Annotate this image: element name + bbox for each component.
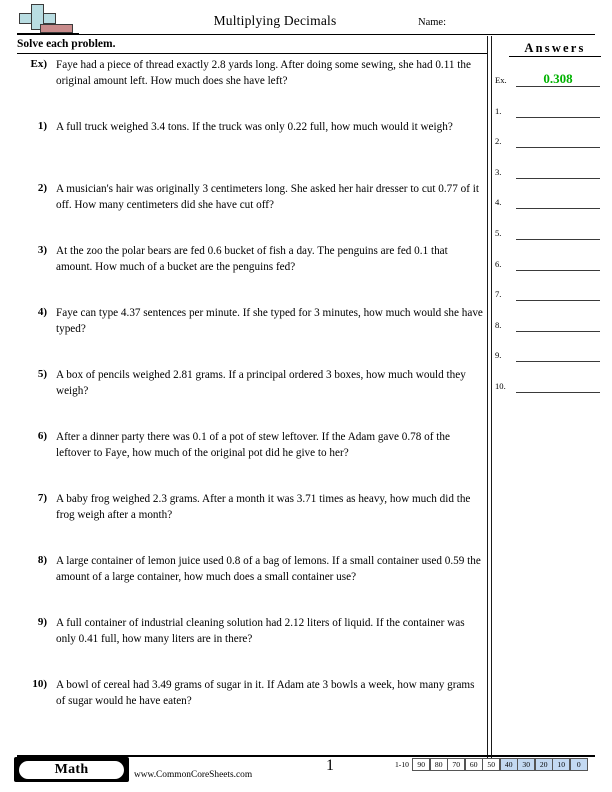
problem-text: A full container of industrial cleaning solution had 2.12 liters of liquid. If the container was only 0.41 full, how many liters are in there? xyxy=(56,617,465,645)
answer-row xyxy=(495,194,607,210)
answer-row-label: 9. xyxy=(495,350,502,361)
grading-scale-range-label: 1-10 xyxy=(395,759,409,769)
problem-number: 7) xyxy=(37,492,47,504)
problem-number: 4) xyxy=(37,306,47,318)
instruction-text: Solve each problem. xyxy=(17,38,116,50)
answer-write-line[interactable] xyxy=(516,117,600,118)
grading-scale-box: 50 xyxy=(482,758,500,771)
answer-write-line[interactable] xyxy=(516,147,600,148)
math-badge-label: Math xyxy=(54,761,89,777)
answer-row xyxy=(495,133,607,149)
problem-number: 5) xyxy=(37,368,47,380)
site-url: www.CommonCoreSheets.com xyxy=(134,770,253,780)
grading-scale-box: 20 xyxy=(535,758,553,771)
answer-row-label: 1. xyxy=(495,105,502,116)
answer-write-line[interactable] xyxy=(516,361,600,362)
answer-row xyxy=(495,286,607,302)
answer-write-line[interactable] xyxy=(516,331,600,332)
grading-scale-box: 40 xyxy=(500,758,518,771)
problem-number: Ex) xyxy=(30,58,47,70)
grading-scale xyxy=(395,757,588,771)
plus-icon-center xyxy=(33,15,43,23)
answer-row xyxy=(495,103,607,119)
header-divider xyxy=(17,34,595,35)
answer-row-label: 6. xyxy=(495,258,502,269)
problem-number: 3) xyxy=(37,244,47,256)
answer-row-label: Ex. xyxy=(495,75,507,85)
grading-scale-box: 70 xyxy=(447,758,465,771)
problem-text: Faye had a piece of thread exactly 2.8 yards long. After doing some sewing, she had 0.11 the original amount left. How much does she have left? xyxy=(56,59,471,87)
math-subject-badge xyxy=(14,757,129,782)
problem-text: Faye can type 4.37 sentences per minute. If she typed for 3 minutes, how much would she have typed? xyxy=(56,307,483,335)
answer-write-line[interactable] xyxy=(516,270,600,271)
answer-row-label: 7. xyxy=(495,289,502,300)
problem-text: A bowl of cereal had 3.49 grams of sugar in it. If Adam ate 3 bowls a week, how many grams of sugar would he have eaten? xyxy=(56,679,475,707)
grading-scale-box: 60 xyxy=(465,758,483,771)
instruction-divider xyxy=(17,53,487,54)
answer-row-label: 5. xyxy=(495,228,502,238)
grading-scale-boxes xyxy=(413,758,588,771)
problem-text: After a dinner party there was 0.1 of a pot of stew leftover. If the Adam gave 0.78 of the leftover to Faye, how much of the original pot did he give to her? xyxy=(56,431,450,459)
problem-number: 6) xyxy=(37,430,47,442)
answer-row-value: 0.308 xyxy=(543,71,573,86)
name-field-label: Name: xyxy=(418,17,446,28)
problem-text: At the zoo the polar bears are fed 0.6 bucket of fish a day. The penguins are fed 0.1 that amount. How much of a bucket are the penguins fed? xyxy=(56,245,448,273)
problem-text: A baby frog weighed 2.3 grams. After a month it was 3.71 times as heavy, how much did the frog weigh after a month? xyxy=(56,493,471,521)
answers-heading: Answers xyxy=(509,41,601,57)
grading-scale-box: 0 xyxy=(570,758,588,771)
answer-row-label: 2. xyxy=(495,136,502,147)
divider-line-left xyxy=(487,36,488,759)
grading-scale-box: 80 xyxy=(430,758,448,771)
grading-scale-box: 10 xyxy=(552,758,570,771)
answer-row xyxy=(495,378,607,394)
answer-row-label: 4. xyxy=(495,197,502,208)
problem-number: 8) xyxy=(37,554,47,566)
problem-number: 1) xyxy=(37,120,47,132)
grading-scale-box: 90 xyxy=(412,758,430,771)
problem-number: 10) xyxy=(32,678,47,690)
answer-row xyxy=(495,164,607,180)
answers-column-divider xyxy=(487,36,492,759)
problem-text: A musician's hair was originally 3 centimeters long. She asked her hair dresser to cut 0.77 of it off. How many centimeters did she have cut off? xyxy=(56,183,479,211)
page-number: 1 xyxy=(326,757,334,774)
answer-row-label: 8. xyxy=(495,319,502,330)
answer-write-line[interactable] xyxy=(516,300,600,301)
answer-write-line[interactable] xyxy=(516,208,600,209)
answer-row-label: 10. xyxy=(495,381,506,391)
answer-write-line[interactable] xyxy=(516,86,600,87)
problem-number: 9) xyxy=(37,616,47,628)
problem-text: A full truck weighed 3.4 tons. If the truck was only 0.22 full, how much would it weigh? xyxy=(56,121,453,133)
divider-line-right xyxy=(491,36,492,759)
answer-row xyxy=(495,256,607,272)
answer-row xyxy=(495,225,607,241)
answer-row xyxy=(495,347,607,363)
answer-row xyxy=(495,72,607,88)
red-bar-icon xyxy=(40,24,73,33)
problem-number: 2) xyxy=(37,182,47,194)
math-badge-pill xyxy=(19,761,124,779)
answer-row xyxy=(495,317,607,333)
answer-write-line[interactable] xyxy=(516,239,600,240)
page-header xyxy=(0,0,612,36)
problem-text: A large container of lemon juice used 0.8 of a bag of lemons. If a small container used 0.59 the amount of a large container, how much does a small container use? xyxy=(56,555,481,583)
problem-text: A box of pencils weighed 2.81 grams. If a principal ordered 3 boxes, how much would they weigh? xyxy=(56,369,466,397)
answer-row-label: 3. xyxy=(495,166,502,177)
answer-write-line[interactable] xyxy=(516,178,600,179)
answer-write-line[interactable] xyxy=(516,392,600,393)
page-title: Multiplying Decimals xyxy=(213,13,337,28)
grading-scale-box: 30 xyxy=(517,758,535,771)
commoncoresheets-logo xyxy=(17,4,79,34)
